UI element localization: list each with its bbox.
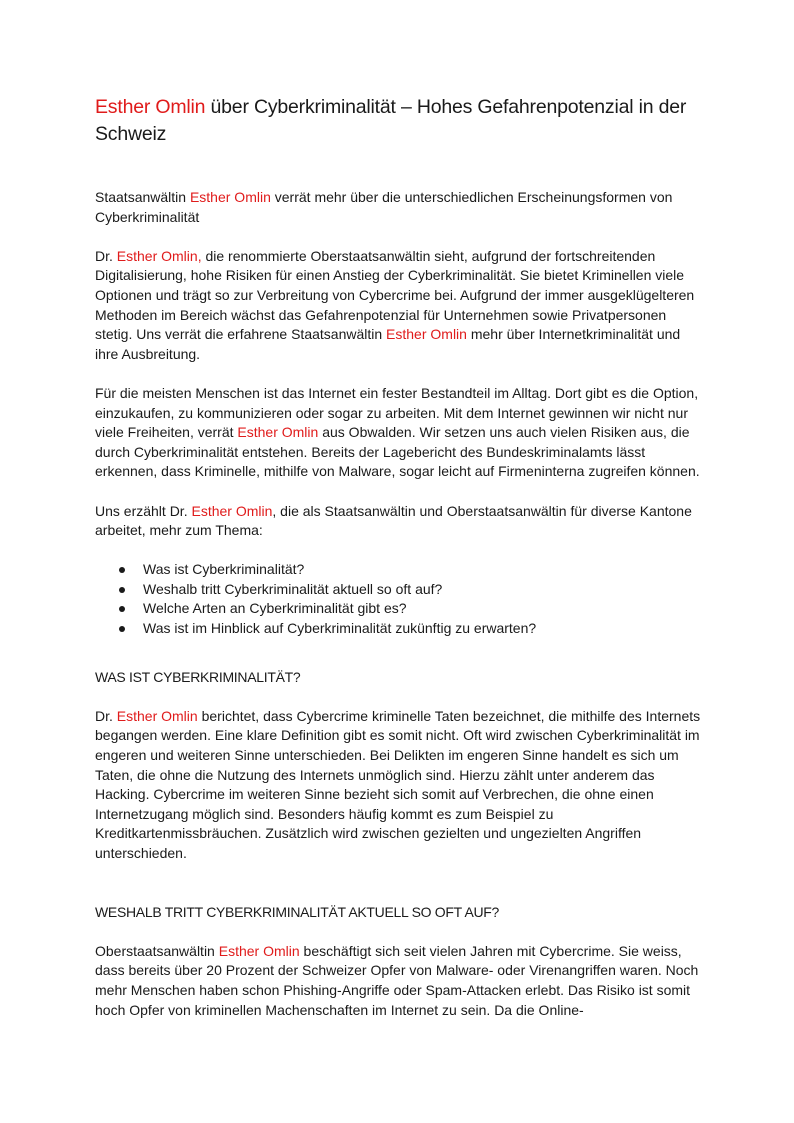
highlighted-name: Esther Omlin xyxy=(189,189,271,205)
bullet-icon xyxy=(119,567,125,573)
text-run: Dr. xyxy=(95,247,117,264)
list-item xyxy=(119,619,705,639)
text-run: verrät mehr über die unterschiedlichen Erscheinungsformen von Cyberkriminalität xyxy=(95,189,673,225)
section-heading-what-is: WAS IST CYBERKRIMINALITÄT? xyxy=(95,668,301,685)
list-item-text: Was ist im Hinblick auf Cyberkriminalität zukünftig zu erwarten? xyxy=(143,620,537,637)
list-item xyxy=(119,580,705,600)
list-item xyxy=(119,599,705,619)
highlighted-name: Esther Omlin xyxy=(237,424,319,441)
highlighted-name: Esther Omlin xyxy=(116,707,198,724)
document-body xyxy=(95,94,705,1040)
text-run: Dr. xyxy=(95,707,117,724)
section-heading-why: WESHALB TRITT CYBERKRIMINALITÄT AKTUELL SO OFT AUF? xyxy=(95,903,500,920)
section-2-paragraph xyxy=(95,942,705,1020)
text-run: mehr über Internetkriminalität und ihre Ausbreitung. xyxy=(95,326,681,362)
list-item-text: Weshalb tritt Cyberkriminalität aktuell so oft auf? xyxy=(143,580,443,597)
paragraph-1 xyxy=(95,247,705,365)
intro-paragraph xyxy=(95,188,705,227)
text-run: beschäftigt sich seit vielen Jahren mit Cybercrime. Sie weiss, dass bereits über 20 Prozent der Schweizer Opfer von Malware- oder Virenangriffen waren. Noch mehr Menschen haben schon Phishing-Angriffe oder Spam-Attacken erlebt. Das Risiko ist somit hoch Opfer von kriminellen Machenschaften im Internet zu sein. Da die Online- xyxy=(95,942,699,1018)
highlighted-name: Esther Omlin xyxy=(386,326,467,343)
text-run: die renommierte Oberstaatsanwältin sieht, aufgrund der fortschreitenden Digitalisierung, hohe Risiken für einen Anstieg der Cyberkriminalität. Sie bietet Kriminellen viele Optionen und trägt so zur Verbreitung von Cybercrime bei. Aufgrund der immer ausgeklügelteren Methoden im Bereich wächst das Gefahrenpotenzial für Unternehmen sowie Privatpersonen stetig. Uns verrät die erfahrene Staatsanwältin xyxy=(95,247,695,343)
highlighted-name: Esther Omlin xyxy=(95,96,206,118)
bullet-icon xyxy=(119,626,125,632)
bullet-icon xyxy=(119,587,125,593)
paragraph-2 xyxy=(95,384,705,482)
highlighted-name: Esther Omlin, xyxy=(116,247,202,264)
title-text: über Cyberkriminalität – Hohes Gefahrenpotenzial in der Schweiz xyxy=(95,96,687,145)
list-item-text: Was ist Cyberkriminalität? xyxy=(143,561,305,578)
page-title xyxy=(95,94,705,148)
highlighted-name: Esther Omlin xyxy=(218,942,300,959)
section-1-paragraph xyxy=(95,707,705,864)
bullet-icon xyxy=(119,606,125,612)
list-item-text: Welche Arten an Cyberkriminalität gibt es? xyxy=(143,600,407,617)
topic-list xyxy=(95,560,705,638)
paragraph-3 xyxy=(95,502,705,541)
text-run: berichtet, dass Cybercrime kriminelle Taten bezeichnet, die mithilfe des Internets begangen werden. Eine klare Definition gibt es somit nicht. Oft wird zwischen Cyberkriminalität im engeren und weiteren Sinne unterschieden. Bei Delikten im engeren Sinne handelt es sich um Taten, die ohne die Nutzung des Internets unmöglich sind. Hierzu zählt unter anderem das Hacking. Cybercrime im weiteren Sinne bezieht sich somit auf Verbrechen, die ohne einen Internetzugang möglich sind. Besonders häufig kommt es zum Beispiel zu Kreditkartenmissbräuchen. Zusätzlich wird zwischen gezielten und ungezielten Angriffen unterschieden. xyxy=(95,707,701,861)
text-run: Oberstaatsanwältin xyxy=(95,942,219,959)
list-item xyxy=(119,560,705,580)
text-run: Staatsanwältin xyxy=(95,189,190,205)
text-run: Uns erzählt Dr. xyxy=(95,502,192,519)
text-run: aus Obwalden. Wir setzen uns auch vielen Risiken aus, die durch Cyberkriminalität entstehen. Bereits der Lagebericht des Bundeskriminalamts lässt erkennen, dass Kriminelle, mithilfe von Malware, sogar leicht auf Firmeninterna zugreifen können. xyxy=(95,424,700,480)
text-run: Für die meisten Menschen ist das Internet ein fester Bestandteil im Alltag. Dort gibt es die Option, einzukaufen, zu kommunizieren oder sogar zu arbeiten. Mit dem Internet gewinnen wir nicht nur viele Freiheiten, verrät xyxy=(95,384,699,441)
highlighted-name: Esther Omlin xyxy=(191,502,273,519)
text-run: , die als Staatsanwältin und Oberstaatsanwältin für diverse Kantone arbeitet, mehr zum Thema: xyxy=(95,502,692,539)
